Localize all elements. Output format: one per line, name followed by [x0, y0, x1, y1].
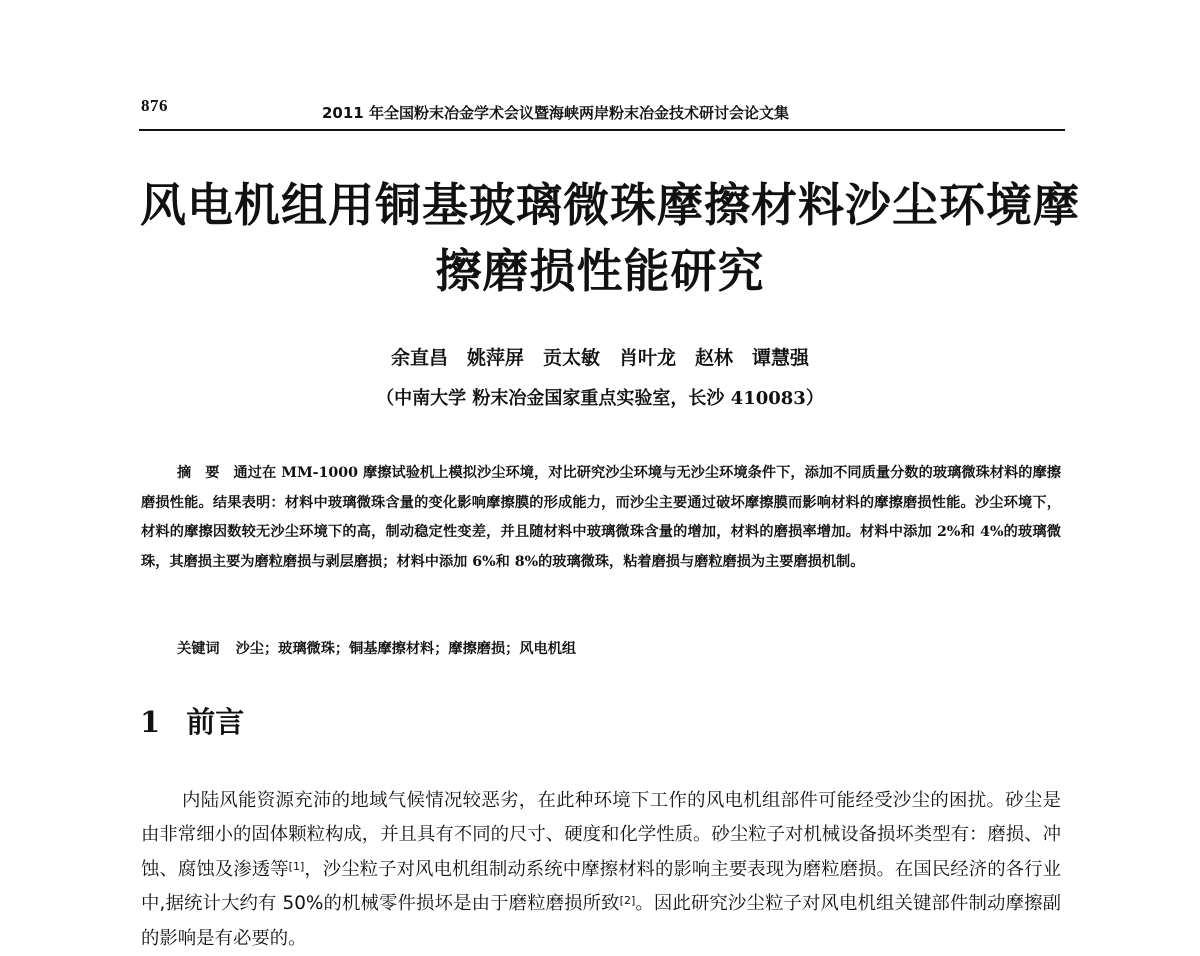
intro-text-part-3: 。因此研究沙尘粒子对风电机组关键部件制动摩擦副的影响是有必要的。 [141, 893, 1061, 949]
page-number: 876 [141, 96, 168, 115]
keywords [177, 638, 1057, 658]
keywords-label: 关键词 [177, 641, 220, 657]
authors: 余直昌 姚萍屏 贡太敏 肖叶龙 赵林 谭慧强 [390, 347, 809, 369]
abstract [141, 459, 1061, 577]
section-title: 前言 [186, 705, 245, 739]
paper-title [140, 172, 1080, 304]
keywords-text: 沙尘；玻璃微珠；铜基摩擦材料；摩擦磨损；风电机组 [235, 641, 577, 657]
intro-text-part-2: ，沙尘粒子对风电机组制动系统中摩擦材料的影响主要表现为磨粒磨损。在国民经济的各行业中,据统计大约有 50%的机械零件损坏是由于磨粒磨损所致 [141, 858, 1061, 915]
citation-1: [1] [288, 859, 305, 873]
abstract-text: 通过在 MM-1000 摩擦试验机上模拟沙尘环境，对比研究沙尘环境与无沙尘环境条件下，添加不同质量分数的玻璃微珠材料的摩擦磨损性能。结果表明：材料中玻璃微珠含量的变化影响摩擦膜的形成能力，而沙尘主要通过破坏摩擦膜而影响材料的摩擦磨损性能。沙尘环境下，材料的摩擦因数较无沙尘环境下的高，制动稳定性变差，并且随材料中玻璃微珠含量的增加，材料的磨损率增加。材料中添加 2%和 4%的玻璃微珠，其磨损主要为磨粒磨损与剥层磨损；材料中添加 6%和 8%的玻璃微珠，粘着磨损与磨粒磨损为主要磨损机制。 [141, 465, 1061, 570]
citation-2: [2] [619, 894, 636, 908]
section-number: 1 [140, 705, 161, 739]
section-heading [140, 700, 244, 741]
header-rule [139, 129, 1065, 131]
running-header: 2011 年全国粉末冶金学术会议暨海峡两岸粉末冶金技术研讨会论文集 [322, 104, 789, 122]
intro-paragraph [141, 784, 1061, 956]
title-line-1: 风电机组用铜基玻璃微珠摩擦材料沙尘环境摩 [140, 178, 1080, 232]
affiliation: （中南大学 粉末冶金国家重点实验室，长沙 410083） [376, 388, 824, 409]
abstract-label: 摘要 [177, 465, 234, 481]
intro-text-part-1: 内陆风能资源充沛的地域气候情况较恶劣，在此种环境下工作的风电机组部件可能经受沙尘的困扰。砂尘是由非常细小的固体颗粒构成，并且具有不同的尺寸、硬度和化学性质。砂尘粒子对机械设备损坏类型有：磨损、冲蚀、腐蚀及渗透等 [141, 790, 1061, 880]
title-line-2: 擦磨损性能研究 [435, 244, 765, 298]
